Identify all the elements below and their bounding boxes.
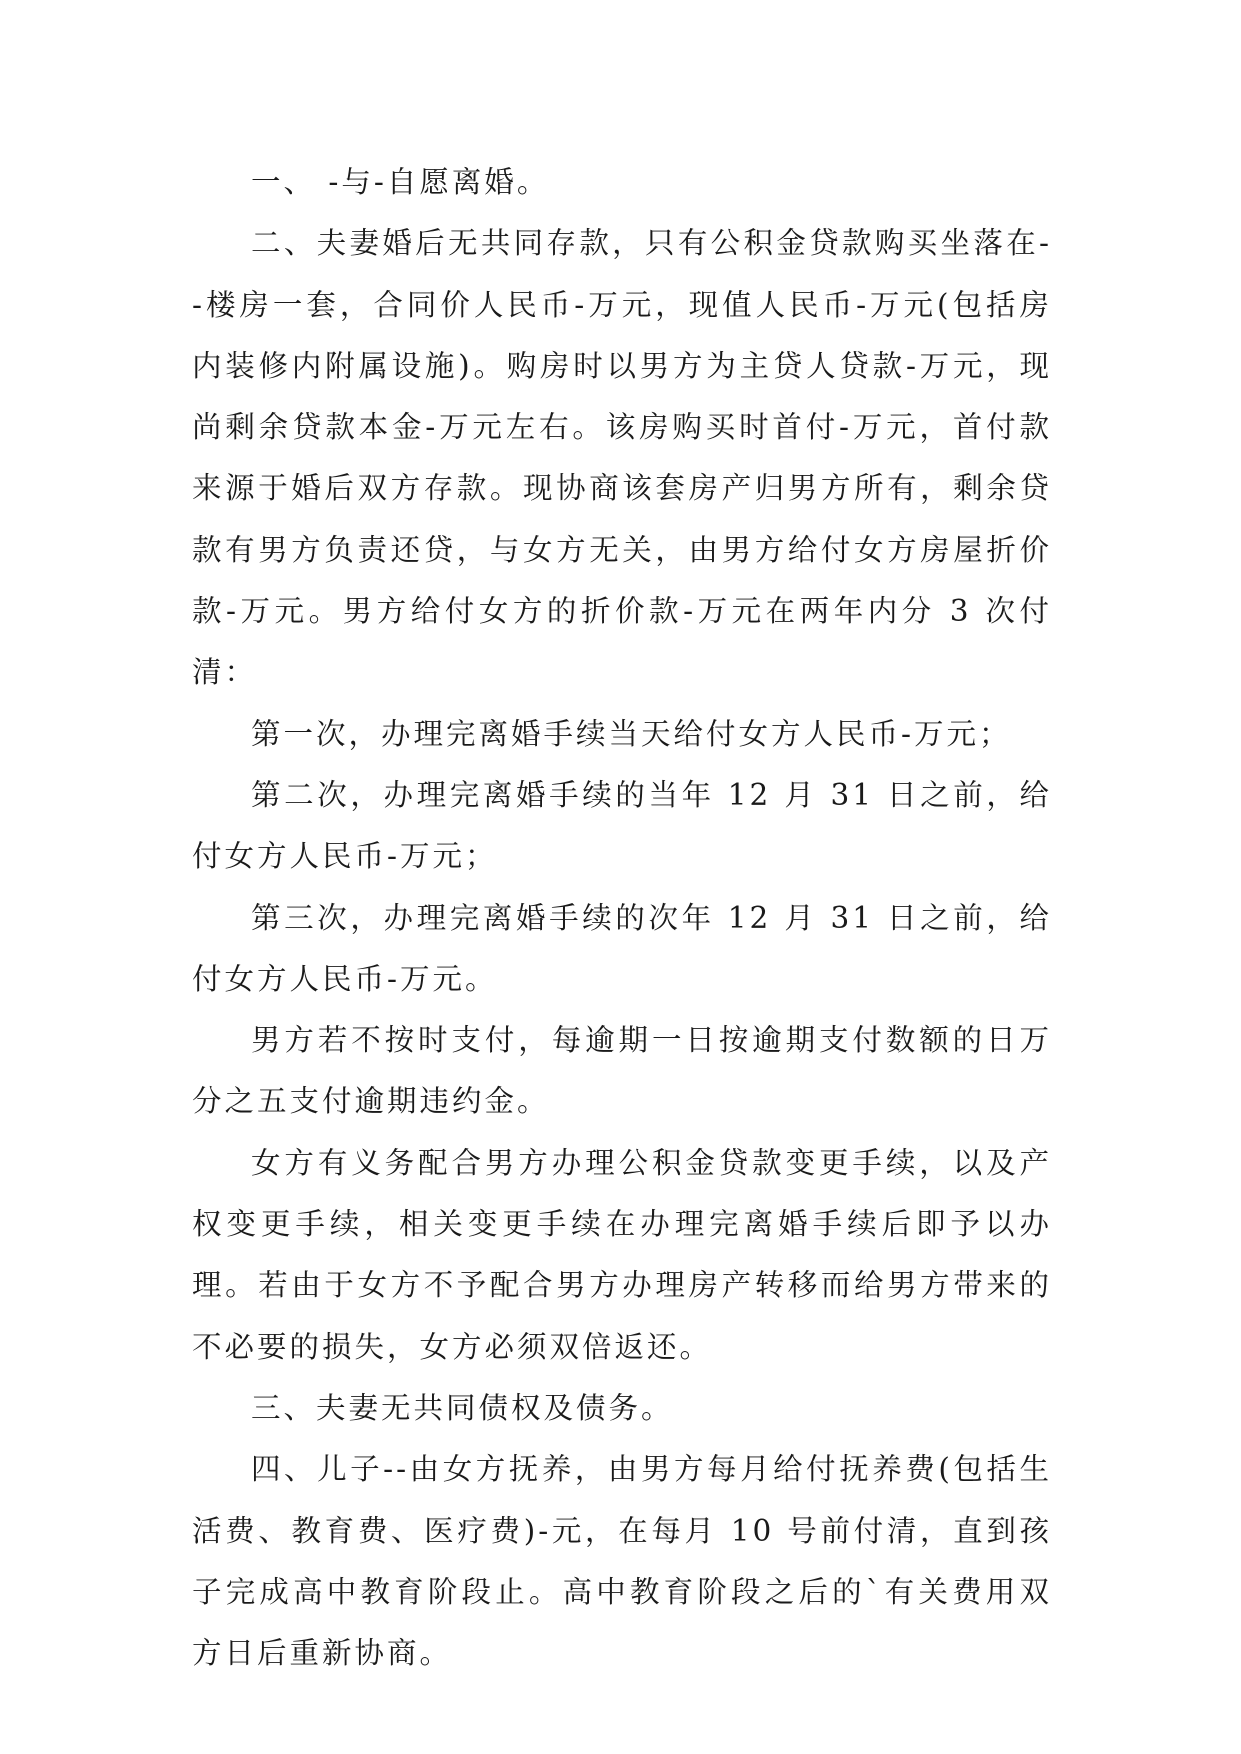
- paragraph-clause-1: 一、 -与-自愿离婚。: [251, 165, 550, 199]
- paragraph-transfer-obligation: 女方有义务配合男方办理公积金贷款变更手续，以及产权变更手续，相关变更手续在办理完离婚手续后即予以办理。若由于女方不予配合男方办理房产转移而给男方带来的不必要的损失，女方必须双倍返还。: [192, 1145, 1052, 1364]
- paragraph-late-penalty: 男方若不按时支付，每逾期一日按逾期支付数额的日万分之五支付逾期违约金。: [192, 1023, 1052, 1119]
- paragraph-clause-4: 四、儿子--由女方抚养，由男方每月给付抚养费(包括生活费、教育费、医疗费)-元，在每月 10 号前付清，直到孩子完成高中教育阶段止。高中教育阶段之后的`有关费用双方日后重新协商。: [192, 1452, 1052, 1671]
- paragraph-clause-2: 二、夫妻婚后无共同存款，只有公积金贷款购买坐落在--楼房一套，合同价人民币-万元，现值人民币-万元(包括房内装修内附属设施)。购房时以男方为主贷人贷款-万元，现尚剩余贷款本金-万元左右。该房购买时首付-万元，首付款来源于婚后双方存款。现协商该套房产归男方所有，剩余贷款有男方负责还贷，与女方无关，由男方给付女方房屋折价款-万元。男方给付女方的折价款-万元在两年内分 3 次付清：: [192, 226, 1052, 690]
- document-body: [192, 152, 1052, 1684]
- paragraph-payment-1: 第一次，办理完离婚手续当天给付女方人民币-万元；: [251, 716, 1012, 751]
- paragraph-clause-3: 三、夫妻无共同债权及债务。: [251, 1390, 674, 1425]
- paragraph-payment-3: 第三次，办理完离婚手续的次年 12 月 31 日之前，给付女方人民币-万元。: [192, 900, 1052, 996]
- paragraph-payment-2: 第二次，办理完离婚手续的当年 12 月 31 日之前，给付女方人民币-万元；: [192, 777, 1052, 874]
